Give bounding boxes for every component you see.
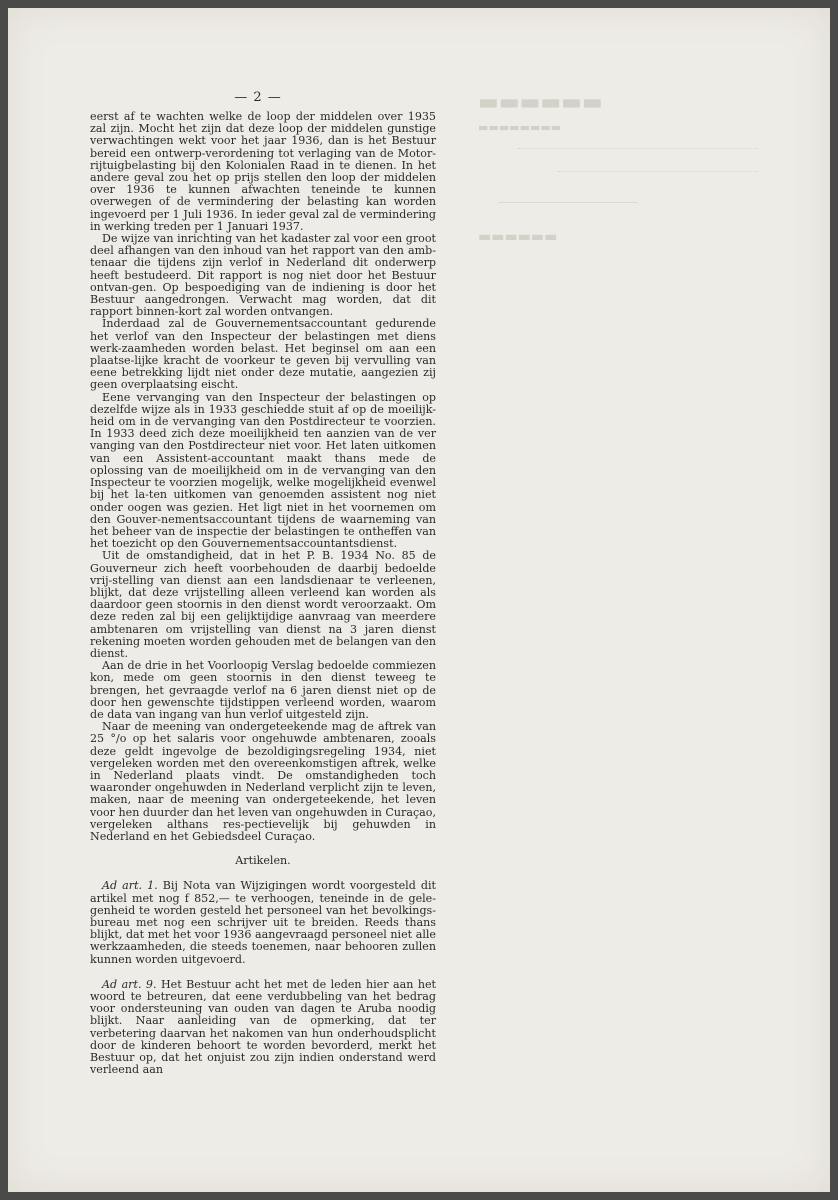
bleed-dotted-line xyxy=(518,148,758,149)
reverse-side-bleed-through xyxy=(478,90,778,245)
paragraph: Inderdaad zal de Gouvernementsaccountant gedurende het verlof van den Inspecteur der belastingen met diens werk-zaamheden worden belast. Het beginsel om aan een plaatse-lijke kracht de voorkeur te geven bij vervulling van eene betrekking lijdt niet onder deze mutatie, aangezien zij geen overplaatsing eischt. xyxy=(90,317,436,392)
paragraph: Eene vervanging van den Inspecteur der belastingen op dezelfde wijze als in 1933 geschiedde stuit af op de moeilijk-heid om in de vervanging van den Postdirecteur te voorzien. In 1933 deed zich deze moeilijkheid ten aanzien van de ver vanging van den Postdirecteur niet voor. Het laten uitkomen van een Assistent-accountant maakt thans mede de oplossing van de moeilijkheid om in de vervanging van den Inspecteur te voorzien mogelijk, welke mogelijkheid evenwel bij het la-ten uitkomen van genoemden assistent nog niet onder oogen was gezien. Het ligt niet in het voornemen om den Gouver-nementsaccountant tijdens de waarneming van het beheer van de inspectie der belastingen te ontheffen van het toezicht op den Gouvernementsaccountantsdienst. xyxy=(90,390,436,551)
paragraph: Naar de meening van ondergeteekende mag de aftrek van 25 °/o op het salaris voor ongehuwde ambtenaren, zooals deze geldt ingevolge de bezoldigingsregeling 1934, niet vergeleken worden met den overeenkomstigen aftrek, welke in Nederland plaats vindt. De omstandigheden toch waaronder ongehuwden in Nederland verplicht zijn te leven, maken, naar de meening van ondergeteekende, het leven voor hen duurder dan het leven van ongehuwden in Curaçao, vergeleken althans res-pectievelijk bij gehuwden in Nederland en het Gebiedsdeel Curaçao. xyxy=(90,720,436,843)
article-text: Het Bestuur acht het met de leden hier aan het woord te betreuren, dat eene verdubbeling van het bedrag voor ondersteuning van ouden van dagen te Aruba noodig blijkt. Naar aanleiding van de opmerking, dat ter verbetering daarvan het nakomen van hun onderhoudsplicht door de kinderen behoort te worden bevorderd, merkt het Bestuur op, dat het onjuist zou zijn indien onderstand werd verleend aan xyxy=(90,977,436,1077)
bleed-subtitle-shape: ▬▬▬▬▬▬▬▬ xyxy=(478,121,562,134)
article-paragraph xyxy=(90,979,436,1077)
page-number: — 2 — xyxy=(234,90,282,105)
section-heading: Artikelen. xyxy=(235,854,291,868)
paragraph: eerst af te wachten welke de loop der middelen over 1935 zal zijn. Mocht het zijn dat deze loop der middelen gunstige verwachtingen wekt voor het jaar 1936, dan is het Bestuur bereid een ontwerp-verordening tot verlaging van de Motor-rijtuigbelasting bij den Kolonialen Raad in te dienen. In het andere geval zou het op prijs stellen den loop der middelen over 1936 te kunnen afwachten teneinde te kunnen overwegen of de vermindering der belasting kan worden ingevoerd per 1 Juli 1936. In ieder geval zal de vermindering in werking treden per 1 Januari 1937. xyxy=(90,110,436,233)
bleed-title-shape: ▬▬▬▬▬▬ xyxy=(478,90,603,115)
article-label: Ad art. 1. xyxy=(102,879,158,893)
bleed-footer-shape: ▬▬▬▬▬▬ xyxy=(478,229,558,245)
article-text: Bij Nota van Wijzigingen wordt voorgesteld dit artikel met nog f 852,— te verhoogen, teneinde in de gele-genheid te worden gesteld het personeel van het bevolkings-bureau met nog een schrijver uit te breiden. Reeds thans blijkt, dat met het voor 1936 aangevraagd personeel niet alle werkzaamheden, die steeds toenemen, naar behooren zullen kunnen worden uitgevoerd. xyxy=(90,879,436,966)
bleed-dotted-line xyxy=(558,171,758,172)
document-page xyxy=(8,8,830,1192)
article-paragraph xyxy=(90,880,436,965)
paragraph: Uit de omstandigheid, dat in het P. B. 1934 No. 85 de Gouverneur zich heeft voorbehouden de daarbij bedoelde vrij-stelling van dienst aan een landsdienaar te verleenen, blijkt, dat deze vrijstelling alleen verleend kan worden als daardoor geen stoornis in den dienst wordt veroorzaakt. Om deze reden zal bij een gelijktijdige aanvraag van meerdere ambtenaren om vrijstelling van dienst na 3 jaren dienst rekening moeten worden gehouden met de belangen van den dienst. xyxy=(90,549,436,660)
paragraph: Aan de drie in het Voorloopig Verslag bedoelde commiezen kon, mede om geen stoornis in den dienst teweeg te brengen, het gevraagde verlof na 6 jaren dienst niet op de door hen gewenschte tijdstippen verleend worden, waarom de data van ingang van hun verlof uitgesteld zijn. xyxy=(90,659,436,721)
bleed-rule xyxy=(498,202,638,203)
article-label: Ad art. 9. xyxy=(102,977,157,991)
body-text xyxy=(90,111,436,1076)
paragraph: De wijze van inrichting van het kadaster zal voor een groot deel afhangen van den inhoud van het rapport van den amb-tenaar die tijdens zijn verlof in Nederland dit onderwerp heeft bestudeerd. Dit rapport is nog niet door het Bestuur ontvan-gen. Op bespoediging van de indiening is door het Bestuur aangedrongen. Verwacht mag worden, dat dit rapport binnen-kort zal worden ontvangen. xyxy=(90,232,436,319)
